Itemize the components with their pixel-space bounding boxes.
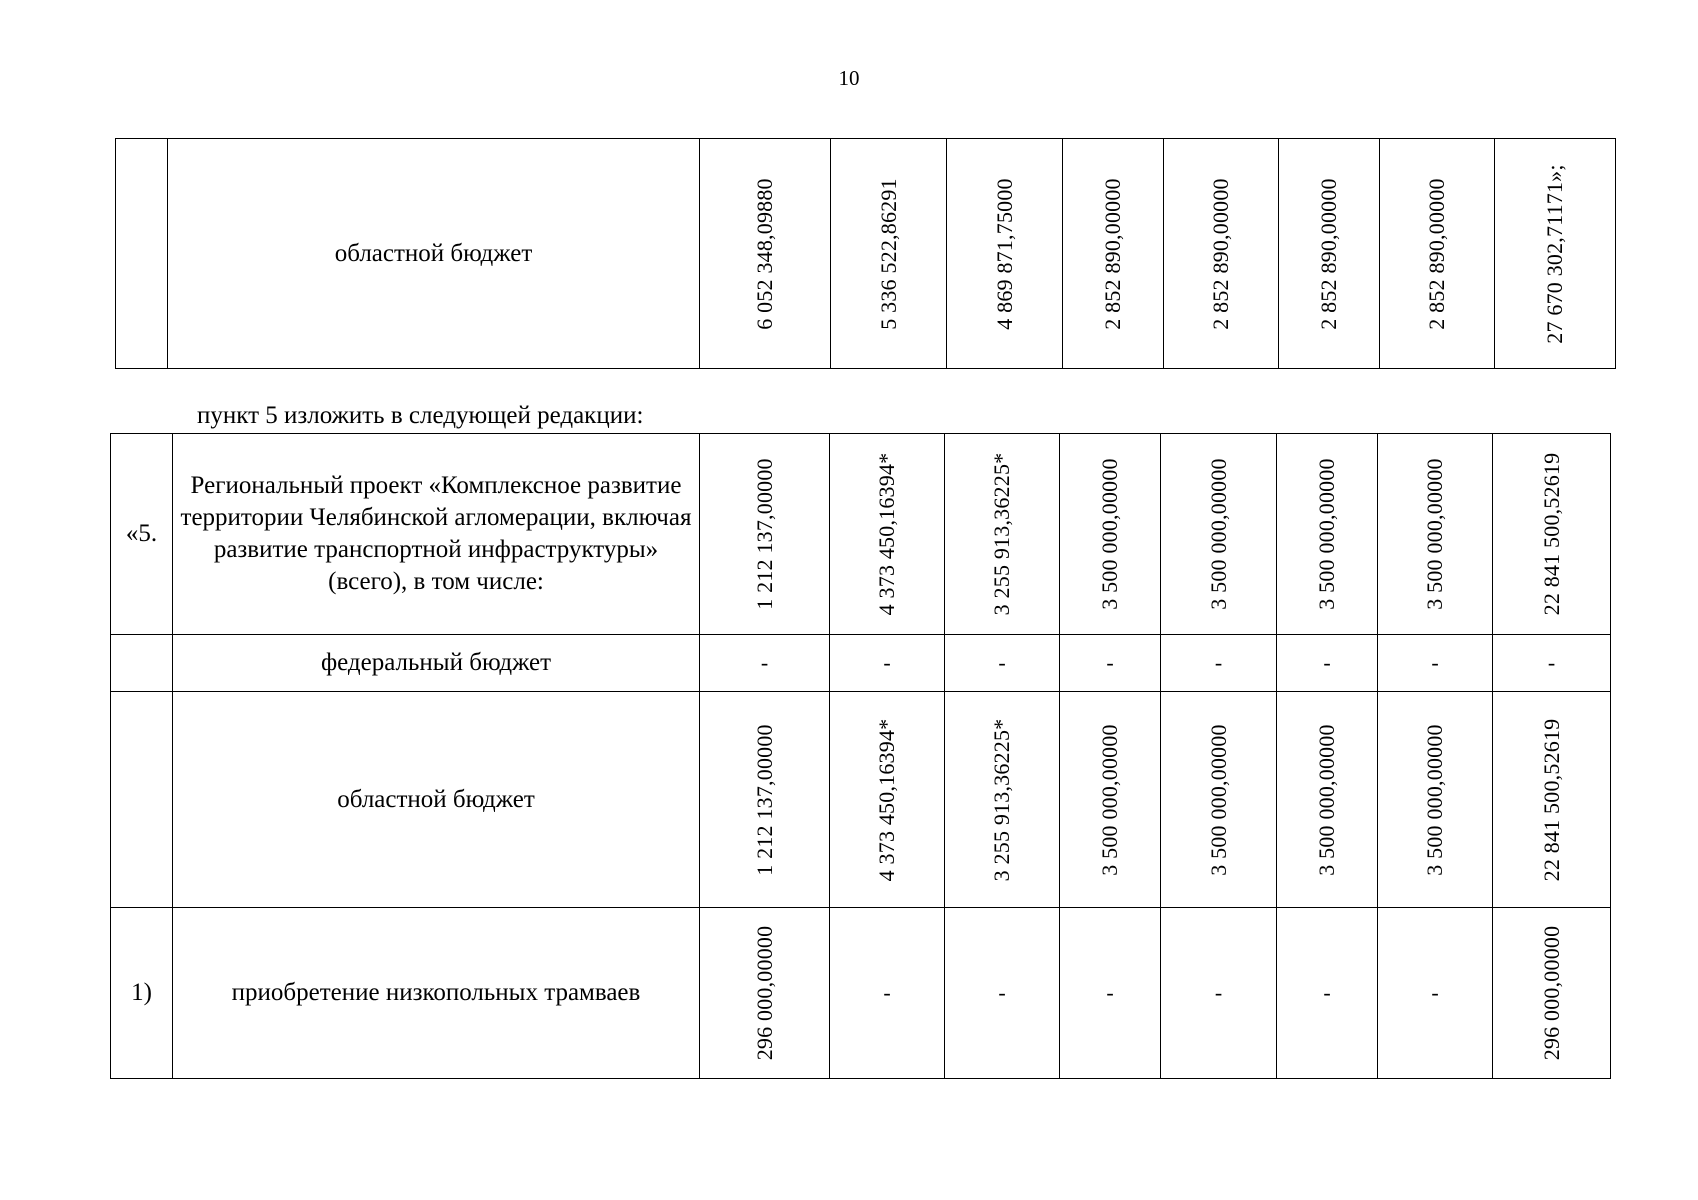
row-label: Региональный проект «Комплексное развитие территории Челябинской агломерации, включая развитие транспортной инфраструктуры» (всего), в том числе: — [173, 434, 700, 635]
row-label: федеральный бюджет — [173, 635, 700, 692]
funding-table-continued — [115, 138, 1616, 369]
value-text: 3 500 000,00000 — [1314, 458, 1339, 610]
value-text: - — [1060, 635, 1161, 692]
value-text: - — [1161, 635, 1277, 692]
value-text: - — [1060, 908, 1161, 1079]
row-number: 1) — [111, 908, 173, 1079]
table-row — [116, 139, 1616, 369]
value-text: - — [1378, 908, 1493, 1079]
value-text: 3 500 000,00000 — [1422, 458, 1447, 610]
value-text: 2 852 890,00000 — [1100, 177, 1125, 330]
value-text: - — [1378, 635, 1493, 692]
value-cell — [700, 139, 831, 369]
value-text: 1 212 137,00000 — [751, 723, 777, 876]
value-text: - — [830, 908, 945, 1079]
value-text: 3 500 000,00000 — [1097, 723, 1122, 876]
row-number — [111, 692, 173, 908]
value-text: 296 000,00000 — [751, 925, 777, 1061]
amendment-instruction: пункт 5 изложить в следующей редакции: — [197, 402, 644, 429]
value-cell — [1063, 139, 1164, 369]
value-text: 3 500 000,00000 — [1205, 458, 1231, 610]
row-number: «5. — [111, 434, 173, 635]
value-text: 27 670 302,71171»; — [1542, 163, 1567, 344]
value-text: 3 500 000,00000 — [1314, 723, 1339, 876]
value-cell — [945, 692, 1060, 908]
value-cell — [830, 692, 945, 908]
value-cell — [1161, 434, 1277, 635]
value-cell — [1161, 692, 1277, 908]
row-label: приобретение низкопольных трамваев — [173, 908, 700, 1079]
value-text: - — [700, 635, 830, 692]
value-text: - — [1277, 908, 1378, 1079]
value-cell — [1277, 434, 1378, 635]
value-cell — [1277, 692, 1378, 908]
value-cell — [700, 908, 830, 1079]
value-cell — [1493, 908, 1611, 1079]
row-label: областной бюджет — [168, 139, 700, 369]
value-cell — [1378, 692, 1493, 908]
value-cell — [945, 434, 1060, 635]
value-text: - — [1493, 635, 1611, 692]
value-cell — [1493, 692, 1611, 908]
row-number — [111, 635, 173, 692]
table-row — [111, 635, 1611, 692]
value-cell — [831, 139, 947, 369]
row-number — [116, 139, 168, 369]
value-text: 2 852 890,00000 — [1316, 177, 1341, 330]
value-text: 2 852 890,00000 — [1424, 177, 1449, 330]
value-cell — [700, 434, 830, 635]
value-cell — [1380, 139, 1495, 369]
value-cell — [1378, 434, 1493, 635]
value-text: 4 373 450,16394* — [874, 718, 899, 881]
value-text: - — [945, 908, 1060, 1079]
value-cell — [1060, 692, 1161, 908]
value-text: 3 255 913,36225* — [989, 718, 1014, 881]
value-text: 3 500 000,00000 — [1205, 723, 1231, 876]
value-text: - — [1161, 908, 1277, 1079]
page-number: 10 — [838, 66, 860, 90]
value-text: 296 000,00000 — [1538, 925, 1564, 1061]
value-text: 4 373 450,16394* — [874, 452, 899, 616]
value-text: 3 500 000,00000 — [1097, 458, 1122, 610]
funding-table-item-5 — [110, 433, 1611, 1079]
value-text: 3 500 000,00000 — [1422, 723, 1447, 876]
value-text: 22 841 500,52619 — [1538, 718, 1564, 881]
value-cell — [1495, 139, 1616, 369]
value-text: - — [945, 635, 1060, 692]
value-text: 1 212 137,00000 — [751, 458, 777, 610]
table-row — [111, 692, 1611, 908]
value-cell — [700, 692, 830, 908]
value-text: 6 052 348,09880 — [752, 177, 777, 330]
table-row — [111, 908, 1611, 1079]
value-cell — [830, 434, 945, 635]
table-row — [111, 434, 1611, 635]
value-cell — [1279, 139, 1380, 369]
value-text: 4 869 871,75000 — [991, 177, 1017, 330]
value-text: 22 841 500,52619 — [1538, 452, 1564, 616]
value-cell — [947, 139, 1063, 369]
value-text: - — [830, 635, 945, 692]
value-text: - — [1277, 635, 1378, 692]
value-cell — [1060, 434, 1161, 635]
value-cell — [1164, 139, 1279, 369]
value-text: 3 255 913,36225* — [989, 452, 1014, 616]
value-text: 2 852 890,00000 — [1208, 177, 1233, 330]
value-text: 5 336 522,86291 — [875, 177, 901, 330]
value-cell — [1493, 434, 1611, 635]
row-label: областной бюджет — [173, 692, 700, 908]
